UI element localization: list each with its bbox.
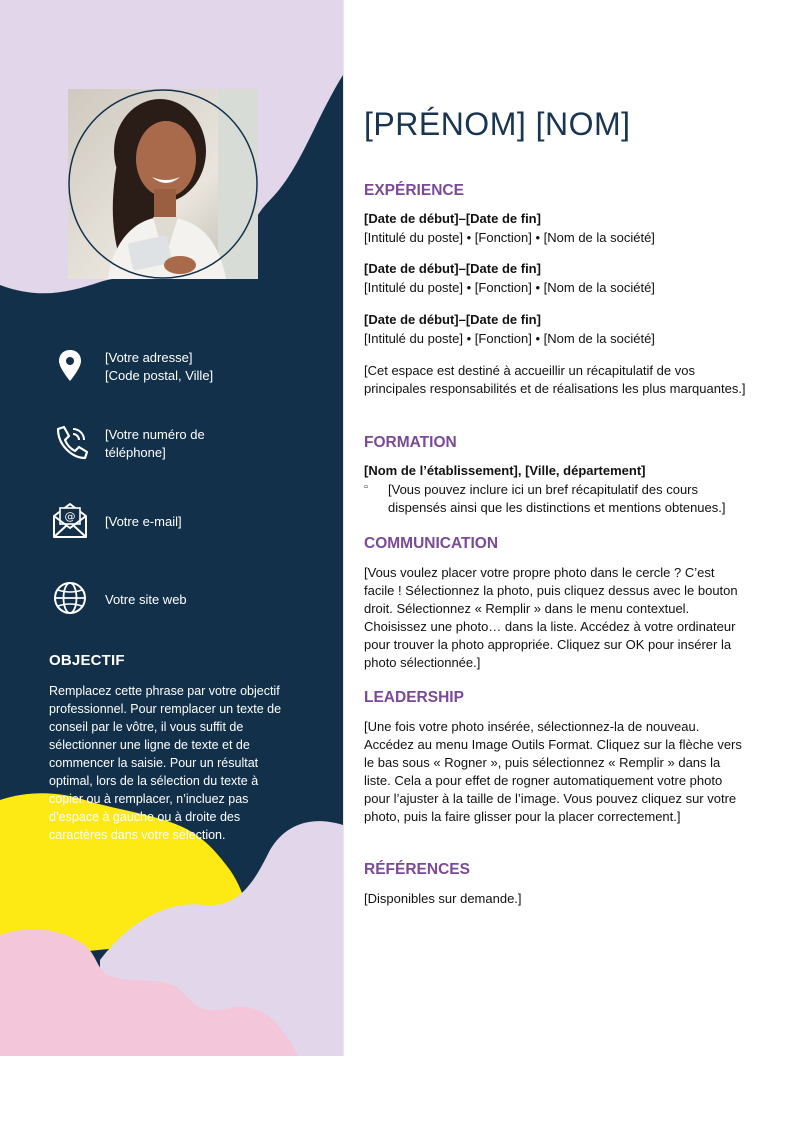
phone-line-2: téléphone]	[105, 445, 166, 460]
email-icon	[50, 500, 90, 540]
column-divider	[343, 0, 344, 1056]
globe-icon	[50, 578, 90, 618]
job-1-details: [Intitulé du poste] • [Fonction] • [Nom de la société]	[364, 230, 655, 245]
job-1-dates: [Date de début]–[Date de fin]	[364, 211, 541, 226]
email-text[interactable]: [Votre e-mail]	[105, 514, 182, 529]
address-line-1: [Votre adresse]	[105, 350, 193, 365]
sidebar	[0, 0, 343, 1056]
svg-text:@: @	[64, 510, 76, 523]
experience-heading: EXPÉRIENCE	[364, 182, 464, 199]
address-line-2: [Code postal, Ville]	[105, 368, 214, 383]
website-text[interactable]: Votre site web	[105, 592, 187, 607]
experience-summary: [Cet espace est destiné à accueillir un récapitulatif de vos principales responsabilités et de réalisations les plus marquantes.]	[364, 363, 746, 396]
school-name: [Nom de l’établissement], [Ville, département]	[364, 463, 646, 478]
job-2-details: [Intitulé du poste] • [Fonction] • [Nom de la société]	[364, 280, 655, 295]
objective-heading: OBJECTIF	[49, 652, 125, 669]
job-2-dates: [Date de début]–[Date de fin]	[364, 261, 541, 276]
profile-photo[interactable]	[68, 89, 258, 279]
phone-icon	[50, 423, 90, 463]
phone-line-1: [Votre numéro de	[105, 427, 205, 442]
location-pin-icon	[50, 346, 90, 386]
education-heading: FORMATION	[364, 434, 457, 451]
job-3-details: [Intitulé du poste] • [Fonction] • [Nom de la société]	[364, 331, 655, 346]
job-3-dates: [Date de début]–[Date de fin]	[364, 312, 541, 327]
leadership-text: [Une fois votre photo insérée, sélectionnez-la de nouveau. Accédez au menu Image Outils Format. Cliquez sur la flèche vers le bas sous « Rogner », puis sélectionnez « Remplir » dans la liste. Cela a pour effet de rogner automatiquement votre photo pour l’ajuster à la taille de l’image. Vous pouvez cliquez sur votre photo, puis la faire glisser pour la placer correctement.]	[364, 719, 742, 824]
communication-heading: COMMUNICATION	[364, 535, 499, 552]
objective-text: Remplacez cette phrase par votre objectif professionnel. Pour remplacer un texte de conseil par le vôtre, il vous suffit de sélectionner une ligne de texte et de commencer la saisie. Pour un résultat optimal, lors de la sélection du texte à copier ou à remplacer, n’incluez pas d’espace à gauche ou à droite des caractères dans votre sélection.	[49, 684, 282, 842]
references-text: [Disponibles sur demande.]	[364, 891, 522, 906]
education-details: [Vous pouvez inclure ici un bref récapitulatif des cours dispensés ainsi que les distinctions et mentions obtenues.]	[388, 482, 726, 515]
communication-text: [Vous voulez placer votre propre photo dans le cercle ? C’est facile ! Sélectionnez la photo, puis cliquez dessus avec le bouton droit. Sélectionnez « Remplir » dans le menu contextuel. Choisissez une photo… dans la liste. Accédez à votre ordinateur pour trouver la photo appropriée. Cliquez sur OK pour insérer la photo sélectionnée.]	[364, 565, 738, 670]
leadership-heading: LEADERSHIP	[364, 689, 464, 706]
candidate-name: [PRÉNOM] [NOM]	[364, 106, 631, 142]
references-heading: RÉFÉRENCES	[364, 861, 470, 878]
bullet-icon: ▫	[364, 481, 368, 493]
